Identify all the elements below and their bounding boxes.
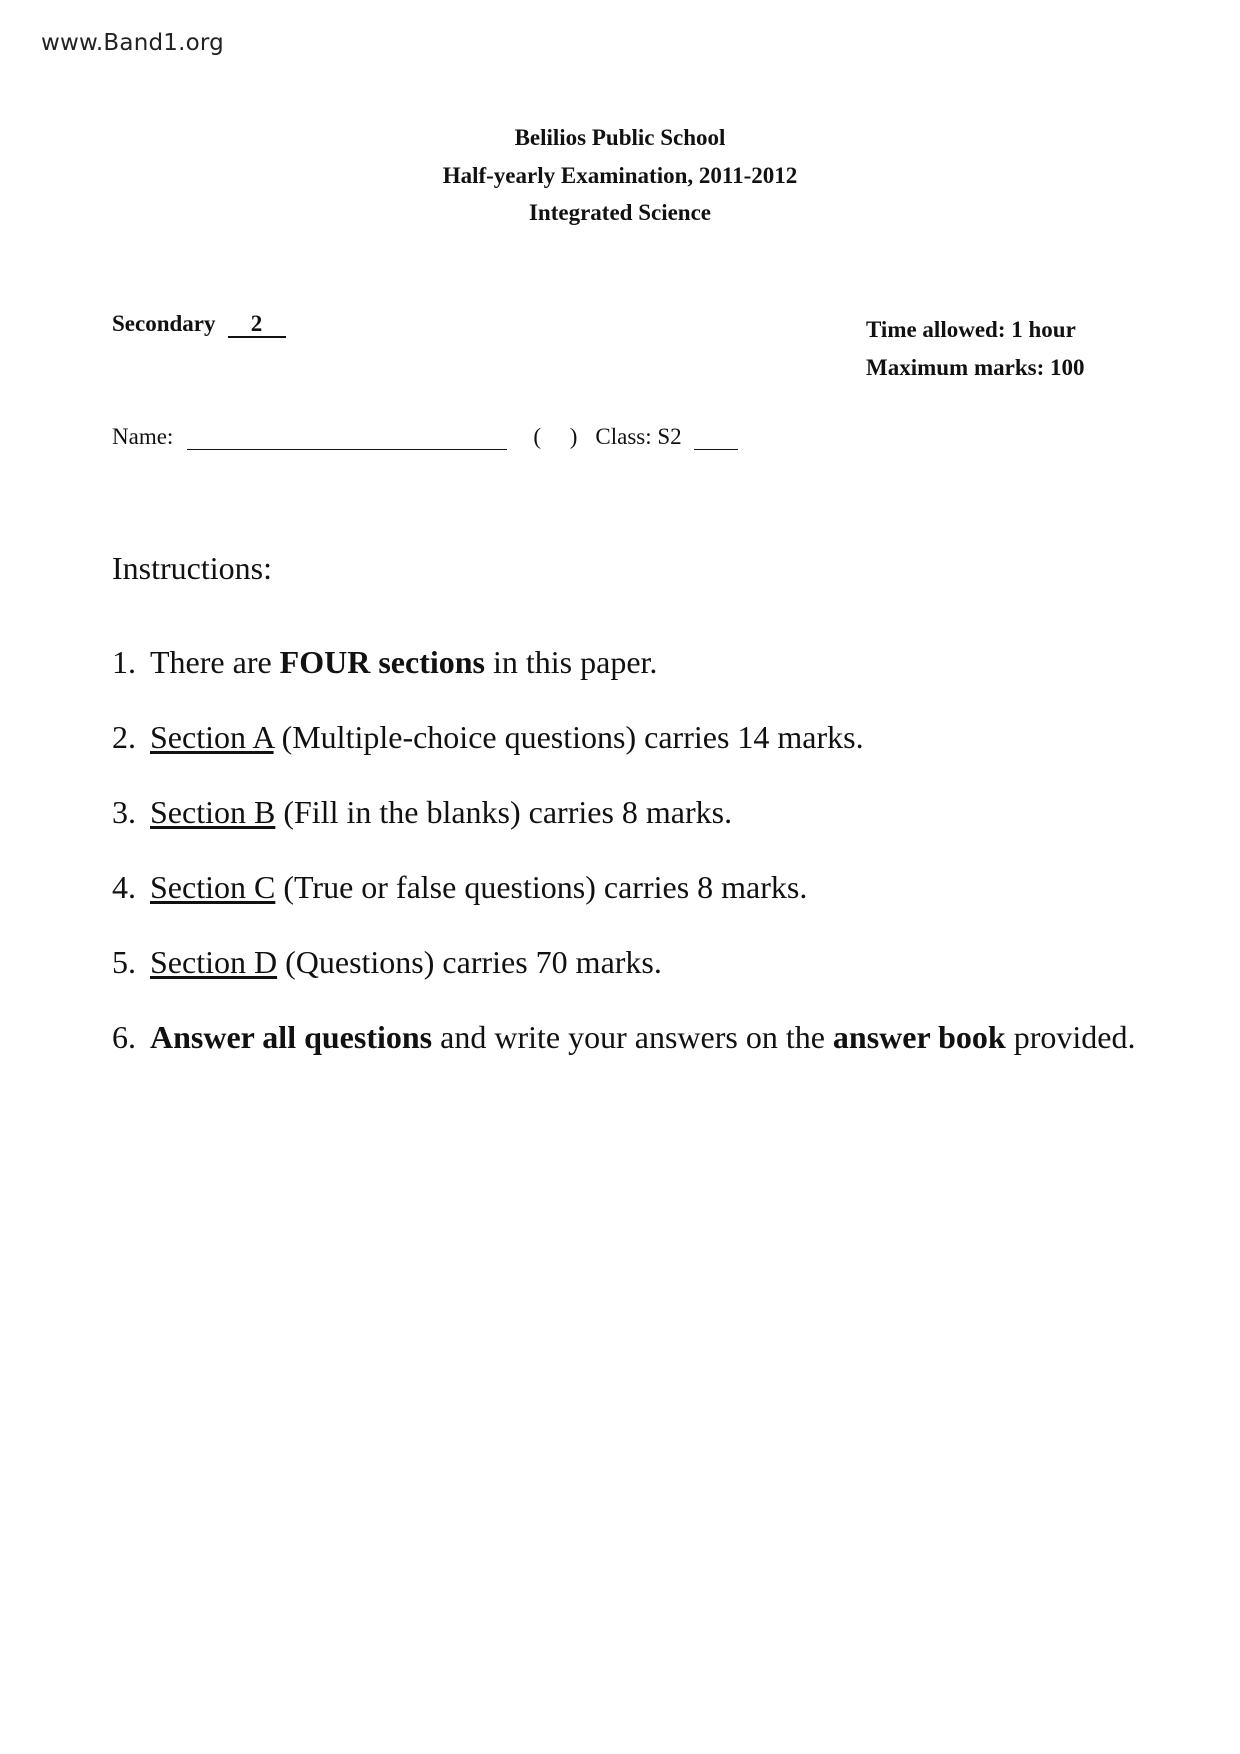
school-name: Belilios Public School	[514, 125, 726, 150]
exam-title: Half-yearly Examination, 2011-2012	[442, 162, 798, 188]
secondary-label: Secondary	[112, 311, 216, 336]
instruction-fragment: (Questions) carries 70 marks.	[277, 944, 662, 980]
emphasis-text: answer book	[832, 1019, 1006, 1055]
class-label: Class: S2	[595, 424, 682, 449]
instruction-text	[150, 1000, 1142, 1075]
instruction-item	[112, 850, 1142, 925]
instruction-text	[150, 700, 1142, 775]
instructions-list	[112, 625, 1142, 1075]
instruction-text	[150, 925, 1142, 1000]
emphasis-text: FOUR sections	[279, 644, 485, 680]
section-name: Section B	[150, 794, 276, 830]
section-name: Section A	[150, 719, 274, 755]
name-label: Name:	[112, 424, 174, 449]
instruction-item	[112, 1000, 1142, 1075]
instruction-number: 5.	[112, 944, 136, 980]
instruction-fragment: and write your answers on the	[432, 1019, 833, 1055]
exam-meta	[866, 311, 1084, 386]
instruction-text	[150, 775, 1142, 850]
instruction-number: 4.	[112, 869, 136, 905]
instruction-number: 2.	[112, 719, 136, 755]
secondary-value: 2	[228, 312, 286, 338]
instruction-fragment: provided.	[1005, 1019, 1136, 1055]
instruction-fragment: There are	[150, 644, 280, 680]
watermark-url: www.Band1.org	[41, 30, 224, 56]
time-allowed: Time allowed: 1 hour	[866, 317, 1076, 342]
instructions-title: Instructions:	[112, 550, 272, 586]
instruction-text	[150, 850, 1142, 925]
instruction-fragment: (True or false questions) carries 8 marks.	[275, 869, 808, 905]
section-name: Section C	[150, 869, 276, 905]
instruction-item	[112, 625, 1142, 700]
instruction-fragment: (Fill in the blanks) carries 8 marks.	[275, 794, 733, 830]
instruction-item	[112, 700, 1142, 775]
section-name: Section D	[150, 944, 278, 980]
exam-header	[0, 119, 1240, 232]
instruction-item	[112, 775, 1142, 850]
instruction-number: 1.	[112, 644, 136, 680]
secondary-level	[112, 311, 286, 338]
instruction-item	[112, 925, 1142, 1000]
emphasis-text: Answer all questions	[150, 1019, 433, 1055]
subject-title: Integrated Science	[528, 200, 712, 225]
class-number-parentheses: ( )	[533, 424, 578, 449]
student-info-row	[112, 424, 738, 450]
instruction-text	[150, 625, 1142, 700]
instruction-fragment: (Multiple-choice questions) carries 14 marks.	[273, 719, 864, 755]
instruction-number: 6.	[112, 1019, 136, 1055]
instruction-number: 3.	[112, 794, 136, 830]
instruction-fragment: in this paper.	[484, 644, 658, 680]
maximum-marks: Maximum marks: 100	[866, 354, 1085, 380]
class-blank-line	[694, 427, 738, 450]
name-blank-line	[187, 427, 507, 450]
